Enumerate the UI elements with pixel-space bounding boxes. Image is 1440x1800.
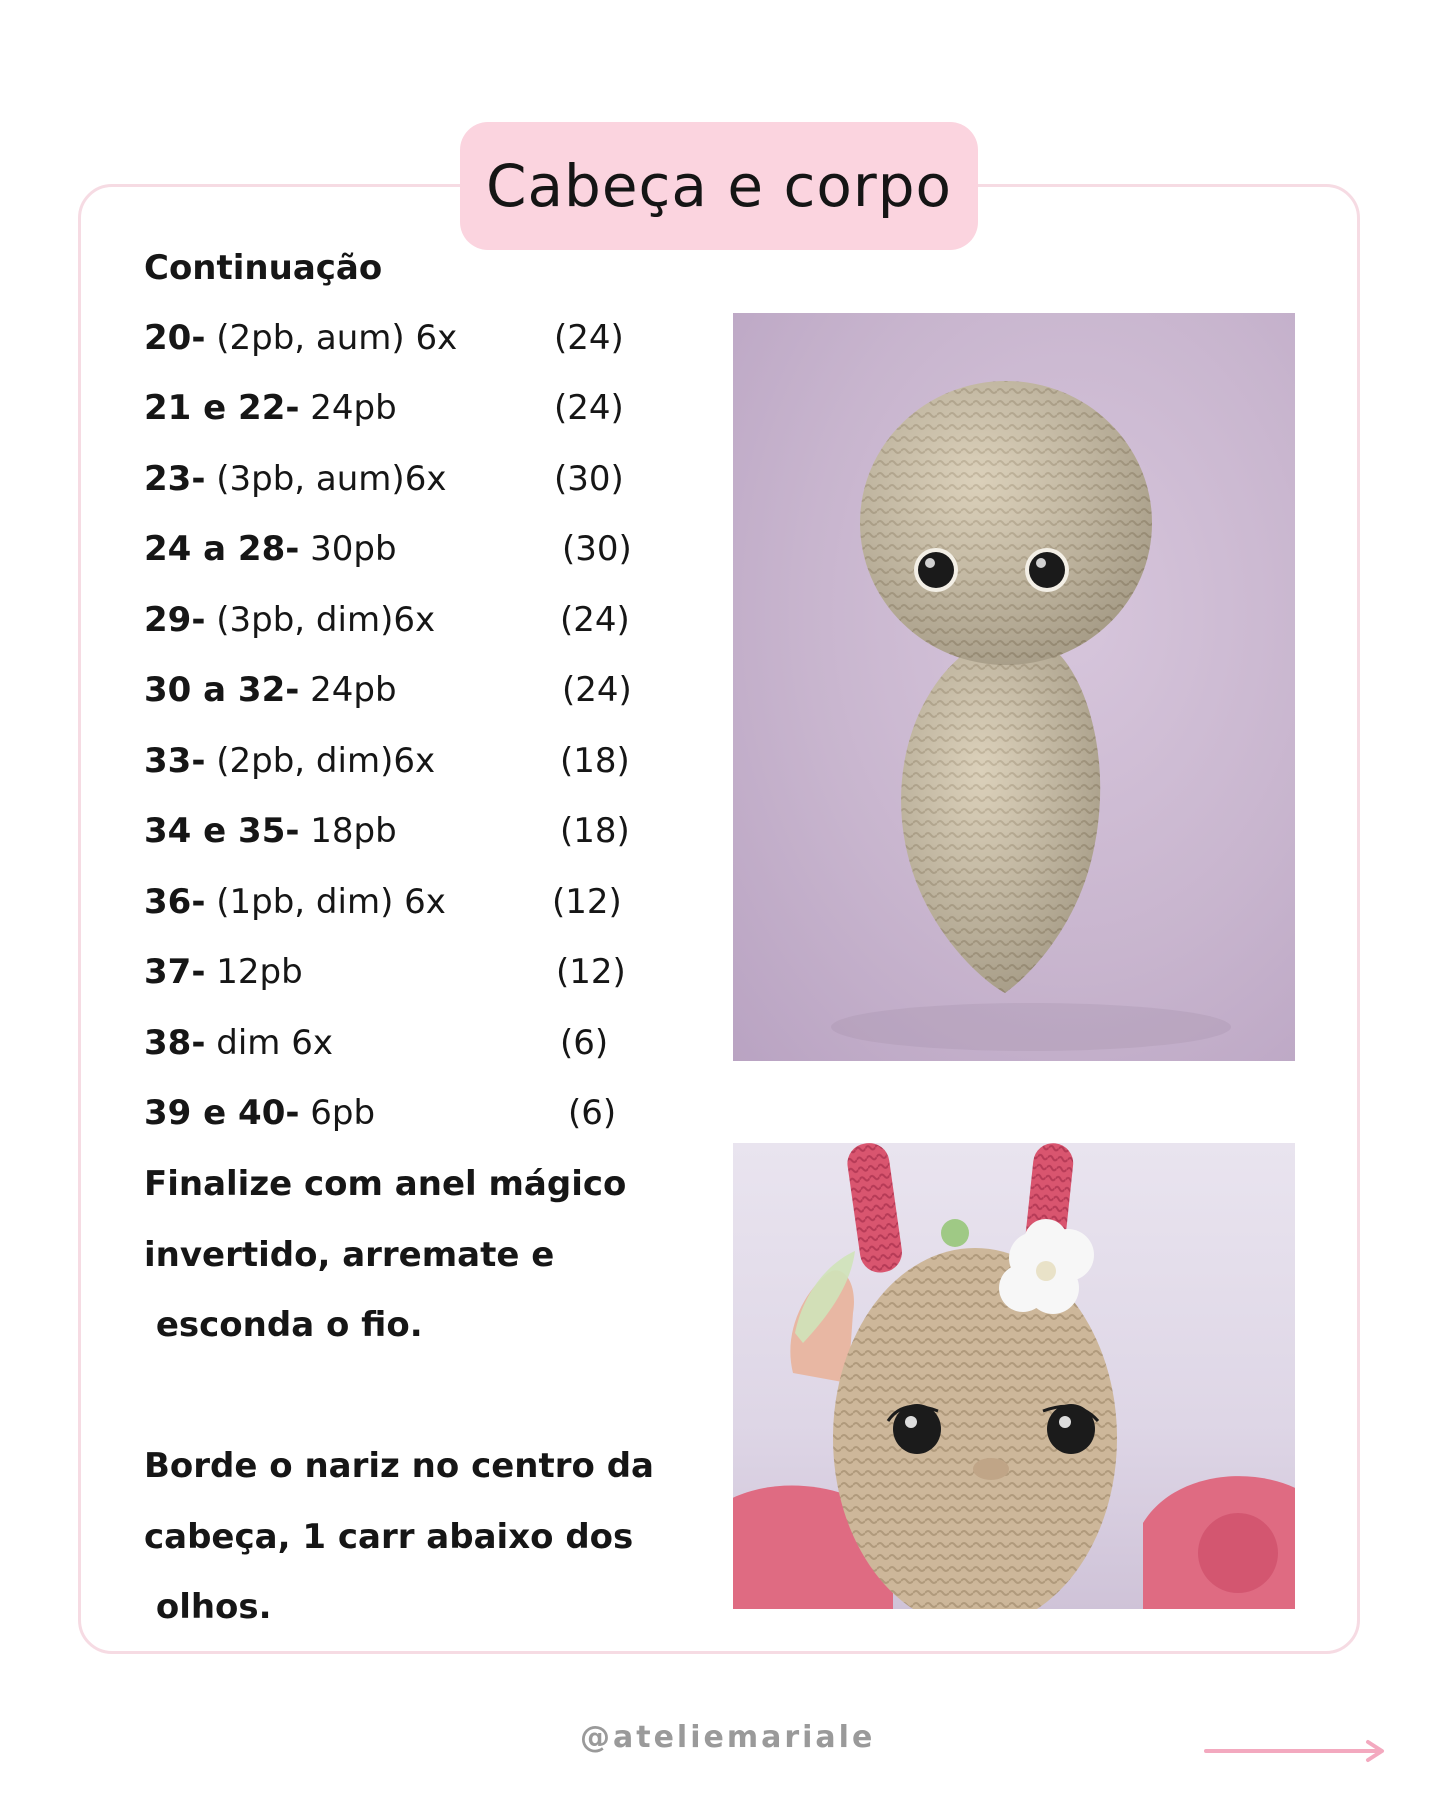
row-instruction: (2pb, dim)6x (205, 741, 436, 781)
row-count: (24) (554, 388, 624, 428)
row-count: (24) (554, 318, 624, 358)
row-number: 30 a 32- (144, 670, 300, 710)
row-instruction: 30pb (299, 529, 397, 569)
flower-icon (999, 1219, 1094, 1314)
nose-line: Borde o nariz no centro da (144, 1446, 654, 1486)
pattern-row (144, 670, 704, 722)
pattern-row (144, 318, 704, 370)
row-number: 24 a 28- (144, 529, 300, 569)
row-instruction: (3pb, dim)6x (205, 600, 436, 640)
row-number: 37- (144, 952, 206, 992)
row-number: 23- (144, 459, 206, 499)
pattern-row (144, 600, 704, 652)
crochet-face-illustration (733, 1143, 1295, 1609)
row-count: (30) (554, 459, 624, 499)
pattern-row (144, 741, 704, 793)
row-instruction: (2pb, aum) 6x (205, 318, 458, 358)
author-handle: @ateliemariale (580, 1720, 876, 1755)
crochet-body-illustration (733, 313, 1295, 1061)
row-count: (12) (556, 952, 626, 992)
row-instruction: (1pb, dim) 6x (205, 882, 446, 922)
row-instruction: (3pb, aum)6x (205, 459, 447, 499)
row-number: 33- (144, 741, 206, 781)
row-instruction: 24pb (299, 670, 397, 710)
row-count: (18) (560, 741, 630, 781)
row-number: 29- (144, 600, 206, 640)
row-count: (30) (562, 529, 632, 569)
page-title: Cabeça e corpo (485, 152, 953, 220)
row-number: 39 e 40- (144, 1093, 300, 1133)
pattern-row (144, 1093, 704, 1145)
face-photo (733, 1143, 1295, 1609)
row-count: (24) (560, 600, 630, 640)
finish-instructions (144, 1149, 704, 1361)
nose-line: olhos. (144, 1587, 272, 1627)
row-instruction: 12pb (205, 952, 303, 992)
row-count: (18) (560, 811, 630, 851)
row-number: 21 e 22- (144, 388, 300, 428)
row-number: 38- (144, 1023, 206, 1063)
row-instruction: dim 6x (205, 1023, 333, 1063)
arrow-right-icon[interactable] (1204, 1739, 1390, 1763)
nose-instructions (144, 1431, 704, 1643)
pattern-row (144, 952, 704, 1004)
finish-line: Finalize com anel mágico (144, 1164, 627, 1204)
row-number: 34 e 35- (144, 811, 300, 851)
nose-line: cabeça, 1 carr abaixo dos (144, 1516, 634, 1557)
pattern-row (144, 1023, 704, 1075)
pattern-row (144, 882, 704, 934)
pattern-row (144, 459, 704, 511)
row-instruction: 6pb (299, 1093, 376, 1133)
row-count: (6) (560, 1023, 609, 1063)
title-pill (460, 122, 978, 250)
row-instruction: 24pb (299, 388, 397, 428)
body-photo (733, 313, 1295, 1061)
finish-line: esconda o fio. (144, 1305, 423, 1345)
pattern-row (144, 388, 704, 440)
pattern-row (144, 529, 704, 581)
finish-line: invertido, arremate e (144, 1234, 555, 1275)
subheading: Continuação (144, 248, 383, 288)
row-count: (24) (562, 670, 632, 710)
pattern-row (144, 811, 704, 863)
row-number: 36- (144, 882, 206, 922)
row-count: (12) (552, 882, 622, 922)
row-instruction: 18pb (299, 811, 397, 851)
row-number: 20- (144, 318, 206, 358)
row-count: (6) (568, 1093, 617, 1133)
